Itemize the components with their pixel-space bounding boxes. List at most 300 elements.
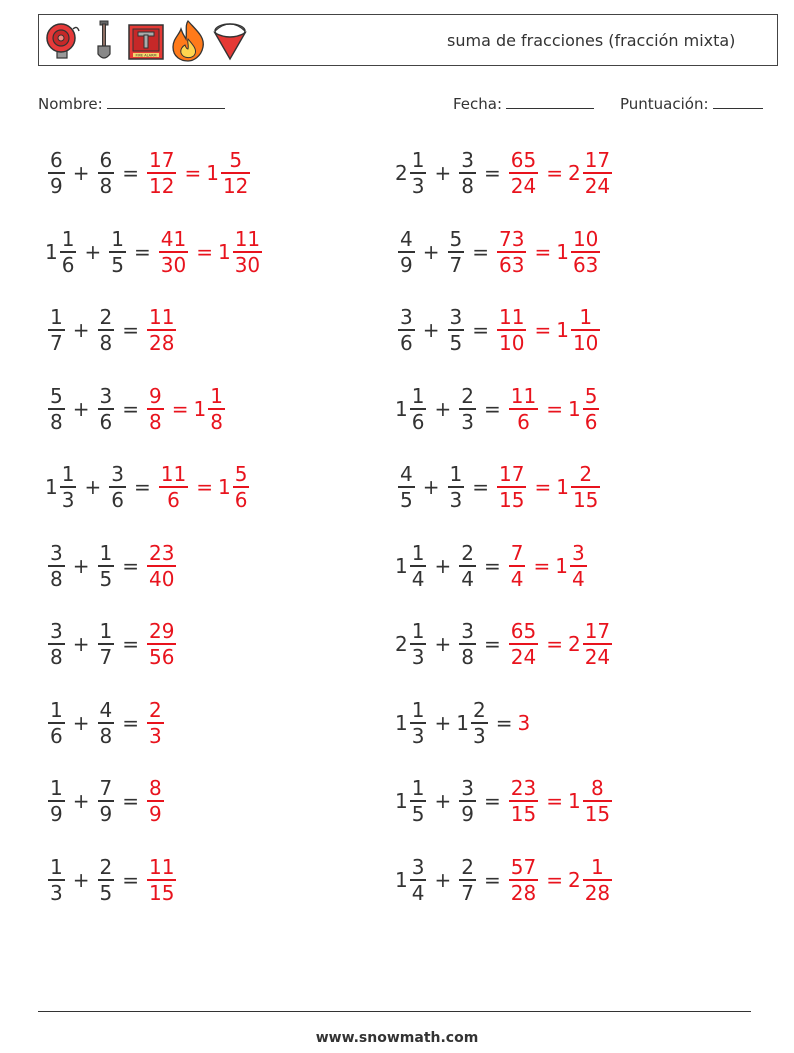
- addend-a-denominator: 3: [411, 723, 425, 748]
- plus-sign: +: [434, 789, 452, 813]
- equals-sign: =: [122, 710, 139, 735]
- mixed-result-fraction: [570, 541, 587, 591]
- improper-result-fraction: [147, 384, 164, 434]
- addend-a-fraction: [60, 227, 77, 277]
- equals-sign: =: [122, 161, 139, 185]
- mixed-result-numerator: 1: [210, 383, 223, 408]
- equals-sign: =: [472, 239, 489, 264]
- addend-b-numerator: 1: [449, 462, 463, 486]
- fire-bucket-icon: [211, 19, 249, 63]
- addend-a-denominator: 3: [411, 174, 425, 198]
- addend-b-denominator: 8: [461, 645, 474, 669]
- improper-result-denominator: 10: [499, 331, 525, 355]
- addend-b-denominator: 5: [449, 331, 463, 355]
- improper-result-fraction: [497, 462, 526, 512]
- improper-result-denominator: 6: [517, 409, 530, 434]
- addend-b-denominator: 5: [111, 252, 124, 277]
- addend-b-numerator: 3: [449, 305, 463, 329]
- improper-result-numerator: 65: [510, 619, 537, 643]
- addend-b-numerator: 3: [461, 619, 474, 643]
- answer: [506, 148, 615, 198]
- addend-a-numerator: 1: [411, 148, 425, 172]
- mixed-result-whole: 1: [206, 161, 219, 185]
- addend-b-numerator: 4: [99, 697, 113, 722]
- score-blank-line[interactable]: [713, 94, 763, 109]
- mixed-result-numerator: 1: [591, 854, 604, 879]
- answer: [144, 148, 253, 198]
- answer: [156, 462, 253, 512]
- addend-a-denominator: 9: [400, 252, 413, 277]
- equals-sign: =: [546, 867, 563, 892]
- addend-a-fraction: [48, 148, 65, 198]
- problem-item: [45, 534, 179, 598]
- improper-result-denominator: 15: [499, 488, 525, 512]
- addend-b-denominator: 3: [461, 409, 474, 434]
- name-field: [38, 94, 225, 113]
- addend-b-denominator: 8: [461, 174, 474, 198]
- improper-result-denominator: 12: [149, 174, 175, 198]
- answer: [506, 619, 615, 669]
- mixed-result-denominator: 4: [571, 566, 585, 591]
- mixed-result-fraction: [571, 305, 600, 355]
- improper-result-numerator: 11: [149, 854, 175, 879]
- addend-b-whole: 1: [456, 710, 469, 735]
- mixed-result-numerator: 1: [579, 305, 593, 329]
- equals-sign: =: [133, 475, 151, 499]
- addend-b-denominator: 5: [99, 880, 113, 905]
- addend-b-fraction: [98, 148, 115, 198]
- addend-a-numerator: 1: [411, 776, 425, 800]
- equals-sign: =: [472, 475, 489, 499]
- addend-b-fraction: [98, 305, 115, 355]
- addend-b-fraction: [459, 855, 476, 905]
- addend-a-denominator: 8: [50, 566, 63, 591]
- improper-result-fraction: [147, 619, 176, 669]
- equals-sign: =: [546, 161, 563, 185]
- addend-a-fraction: [60, 462, 77, 512]
- addend-b-denominator: 6: [111, 488, 124, 512]
- improper-result-fraction: [509, 541, 526, 591]
- equals-sign: =: [122, 553, 139, 578]
- addend-b-fraction: [448, 305, 465, 355]
- addend-a-numerator: 1: [50, 697, 63, 722]
- plus-sign: +: [434, 553, 452, 578]
- addend-b-denominator: 7: [99, 645, 113, 669]
- addend-a-denominator: 9: [50, 174, 63, 198]
- equals-sign: =: [533, 553, 551, 578]
- addend-a-numerator: 1: [50, 776, 63, 800]
- addend-a-fraction: [48, 541, 65, 591]
- answer: [144, 305, 179, 355]
- addend-b-numerator: 3: [461, 148, 474, 172]
- addend-b-fraction: [459, 776, 476, 826]
- addend-b-fraction: [98, 541, 115, 591]
- equals-sign: =: [483, 867, 501, 892]
- addend-a-numerator: 1: [411, 540, 425, 565]
- footer-divider: [38, 1011, 751, 1012]
- equals-sign: =: [534, 239, 552, 264]
- improper-result-denominator: 15: [149, 880, 175, 905]
- improper-result-numerator: 23: [149, 540, 175, 565]
- improper-result-numerator: 57: [510, 854, 537, 879]
- date-blank-line[interactable]: [506, 94, 594, 109]
- mixed-result-denominator: 12: [222, 174, 249, 198]
- mixed-result-fraction: [233, 462, 250, 512]
- answer: [144, 698, 167, 748]
- addend-a-numerator: 5: [50, 383, 63, 408]
- plus-sign: +: [84, 475, 102, 499]
- addend-a-numerator: 4: [400, 462, 413, 486]
- mixed-result-fraction: [233, 227, 262, 277]
- mixed-result-denominator: 6: [234, 488, 248, 512]
- improper-result-denominator: 24: [510, 645, 537, 669]
- addend-a-fraction: [48, 305, 65, 355]
- name-blank-line[interactable]: [107, 94, 225, 109]
- addend-a-denominator: 4: [411, 566, 425, 591]
- addend-a-fraction: [410, 384, 427, 434]
- plus-sign: +: [422, 239, 440, 264]
- problem-item: [395, 848, 615, 912]
- mixed-result-whole: 2: [567, 632, 581, 656]
- equals-sign: =: [546, 789, 563, 813]
- addend-a-numerator: 6: [50, 148, 63, 172]
- addend-a-denominator: 6: [50, 723, 63, 748]
- addend-b-denominator: 3: [449, 488, 463, 512]
- addend-a-whole: 1: [395, 867, 408, 892]
- mixed-result-numerator: 17: [584, 619, 611, 643]
- mixed-result-fraction: [583, 776, 612, 826]
- addend-b-fraction: [459, 619, 476, 669]
- addend-a-numerator: 3: [411, 854, 425, 879]
- addend-b-fraction: [448, 227, 465, 277]
- improper-result-denominator: 63: [499, 252, 525, 277]
- equals-sign: =: [122, 867, 139, 892]
- answer: [517, 711, 529, 735]
- mixed-result-whole: 1: [555, 553, 568, 578]
- addend-b-fraction: [471, 698, 488, 748]
- improper-result-fraction: [147, 305, 176, 355]
- addend-b-denominator: 8: [99, 331, 113, 355]
- plus-sign: +: [434, 710, 452, 735]
- plus-sign: +: [434, 161, 452, 185]
- problem-item: [45, 377, 228, 441]
- problem-item: [45, 298, 179, 362]
- equals-sign: =: [483, 553, 501, 578]
- problem-item: [395, 141, 615, 205]
- addend-a-fraction: [398, 227, 415, 277]
- addend-a-numerator: 3: [400, 305, 413, 329]
- addend-a-whole: 1: [395, 396, 408, 421]
- equals-sign: =: [483, 161, 501, 185]
- equals-sign: =: [546, 632, 563, 656]
- addend-b-numerator: 2: [99, 305, 113, 329]
- equals-sign: =: [534, 475, 552, 499]
- addend-b-denominator: 5: [99, 566, 113, 591]
- problem-item: [395, 455, 603, 519]
- addend-a-fraction: [398, 305, 415, 355]
- addend-a-denominator: 5: [400, 488, 413, 512]
- problem-item: [395, 534, 590, 598]
- addend-a-fraction: [48, 776, 65, 826]
- equals-sign: =: [483, 396, 501, 421]
- improper-result-fraction: [509, 384, 538, 434]
- fire-icon: [169, 19, 207, 63]
- plus-sign: +: [434, 396, 452, 421]
- plus-sign: +: [72, 318, 90, 342]
- mixed-result-whole: 1: [217, 475, 231, 499]
- addend-b-fraction: [98, 384, 115, 434]
- equals-sign: =: [184, 161, 202, 185]
- improper-result-numerator: 7: [510, 540, 524, 565]
- addend-a-denominator: 3: [61, 488, 75, 512]
- addend-a-numerator: 1: [50, 305, 63, 329]
- addend-b-numerator: 7: [99, 776, 113, 800]
- equals-sign: =: [495, 710, 513, 735]
- problem-item: [45, 455, 252, 519]
- addend-b-numerator: 1: [99, 540, 113, 565]
- mixed-result-denominator: 6: [584, 409, 598, 434]
- problem-item: [395, 220, 603, 284]
- plus-sign: +: [434, 632, 452, 656]
- improper-result-numerator: 29: [149, 619, 175, 643]
- addend-a-whole: 2: [395, 161, 408, 185]
- problem-item: [395, 377, 602, 441]
- mixed-result-whole: 1: [556, 239, 569, 264]
- addend-b-numerator: 5: [449, 226, 463, 251]
- improper-result-denominator: 9: [149, 802, 162, 826]
- mixed-result-numerator: 10: [572, 226, 599, 251]
- plus-sign: +: [72, 710, 90, 735]
- addend-b-numerator: 2: [99, 854, 113, 879]
- mixed-result-denominator: 28: [584, 880, 611, 905]
- improper-result-fraction: [147, 855, 176, 905]
- addend-a-numerator: 1: [61, 462, 75, 486]
- answer: [144, 384, 228, 434]
- plus-sign: +: [72, 789, 90, 813]
- mixed-result-denominator: 15: [584, 802, 611, 826]
- mixed-result-whole: 1: [556, 318, 569, 342]
- addend-a-fraction: [410, 619, 427, 669]
- equals-sign: =: [472, 318, 489, 342]
- equals-sign: =: [133, 239, 151, 264]
- improper-result-denominator: 3: [149, 723, 162, 748]
- addend-b-denominator: 8: [99, 174, 113, 198]
- addend-a-fraction: [48, 855, 65, 905]
- plus-sign: +: [72, 553, 90, 578]
- answer: [506, 541, 590, 591]
- equals-sign: =: [122, 396, 139, 421]
- addend-b-denominator: 9: [99, 802, 113, 826]
- improper-result-fraction: [509, 776, 538, 826]
- addend-b-fraction: [448, 462, 465, 512]
- addend-a-denominator: 4: [411, 880, 425, 905]
- mixed-result-whole: 1: [567, 789, 581, 813]
- worksheet-header: [38, 14, 778, 66]
- improper-result-denominator: 30: [160, 252, 187, 277]
- addend-b-numerator: 2: [472, 697, 486, 722]
- addend-b-numerator: 6: [99, 148, 113, 172]
- mixed-result-fraction: [571, 462, 600, 512]
- date-label: Fecha:: [453, 95, 503, 113]
- problem-item: [45, 141, 253, 205]
- improper-result-denominator: 15: [510, 802, 537, 826]
- mixed-result-fraction: [221, 148, 250, 198]
- date-field: [453, 94, 594, 113]
- mixed-result-denominator: 24: [584, 645, 611, 669]
- addend-b-fraction: [98, 855, 115, 905]
- addend-b-fraction: [98, 619, 115, 669]
- addend-b-numerator: 2: [461, 854, 474, 879]
- addend-b-denominator: 6: [99, 409, 113, 434]
- addend-b-fraction: [109, 227, 126, 277]
- problem-item: [45, 769, 167, 833]
- mixed-result-whole: 2: [567, 867, 581, 892]
- score-field: [620, 94, 763, 113]
- problem-item: [45, 220, 265, 284]
- addend-a-fraction: [48, 384, 65, 434]
- name-label: Nombre:: [38, 95, 103, 113]
- shovel-icon: [85, 19, 123, 63]
- addend-a-fraction: [48, 619, 65, 669]
- plus-sign: +: [422, 318, 440, 342]
- addend-b-denominator: 4: [461, 566, 474, 591]
- problem-item: [395, 769, 615, 833]
- addend-a-denominator: 3: [411, 645, 425, 669]
- mixed-result-fraction: [208, 384, 225, 434]
- addend-a-numerator: 3: [50, 540, 63, 565]
- improper-result-numerator: 11: [149, 305, 175, 329]
- fire-alarm-box-icon: [127, 19, 165, 63]
- improper-result-numerator: 65: [510, 148, 537, 172]
- fire-alarm-label: FIRE ALARM: [135, 53, 157, 58]
- equals-sign: =: [534, 318, 552, 342]
- addend-b-numerator: 3: [111, 462, 124, 486]
- alarm-bell-icon: [43, 19, 81, 63]
- mixed-result-denominator: 15: [572, 488, 599, 512]
- mixed-result-fraction: [583, 619, 612, 669]
- equals-sign: =: [546, 396, 563, 421]
- problem-item: [395, 691, 529, 755]
- addend-a-numerator: 3: [50, 619, 63, 643]
- problem-item: [45, 848, 179, 912]
- addend-b-denominator: 8: [99, 723, 113, 748]
- addend-b-numerator: 3: [99, 383, 113, 408]
- plus-sign: +: [422, 475, 440, 499]
- header-icons: [43, 18, 249, 64]
- addend-a-denominator: 8: [50, 409, 63, 434]
- addend-a-numerator: 4: [400, 226, 413, 251]
- addend-a-whole: 1: [45, 239, 58, 264]
- improper-result-denominator: 6: [167, 488, 180, 512]
- equals-sign: =: [483, 632, 501, 656]
- equals-sign: =: [122, 789, 139, 813]
- mixed-result-whole: 2: [567, 161, 581, 185]
- problem-item: [45, 691, 167, 755]
- addend-a-numerator: 1: [61, 226, 75, 251]
- mixed-result-whole: 1: [217, 239, 231, 264]
- improper-result-denominator: 4: [510, 566, 524, 591]
- addend-a-denominator: 7: [50, 331, 63, 355]
- worksheet-title: suma de fracciones (fracción mixta): [447, 31, 736, 50]
- improper-result-denominator: 8: [149, 409, 162, 434]
- mixed-result-denominator: 30: [234, 252, 261, 277]
- mixed-result-fraction: [583, 855, 612, 905]
- improper-result-denominator: 28: [149, 331, 175, 355]
- improper-result-numerator: 11: [499, 305, 525, 329]
- improper-result-fraction: [147, 541, 176, 591]
- footer-url: www.snowmath.com: [315, 1030, 479, 1046]
- plus-sign: +: [72, 396, 90, 421]
- addend-b-denominator: 9: [461, 802, 474, 826]
- addend-a-fraction: [410, 855, 427, 905]
- answer: [144, 855, 179, 905]
- addend-a-denominator: 6: [411, 409, 425, 434]
- addend-a-denominator: 9: [50, 802, 63, 826]
- mixed-result-whole: 1: [556, 475, 569, 499]
- addend-b-denominator: 7: [461, 880, 474, 905]
- addend-a-fraction: [410, 698, 427, 748]
- improper-result-fraction: [509, 855, 538, 905]
- addend-a-numerator: 1: [50, 854, 63, 879]
- addend-a-denominator: 6: [400, 331, 413, 355]
- addend-b-fraction: [98, 776, 115, 826]
- mixed-result-denominator: 63: [572, 252, 599, 277]
- mixed-result-denominator: 24: [584, 174, 611, 198]
- improper-result-denominator: 40: [149, 566, 175, 591]
- addend-a-denominator: 6: [61, 252, 75, 277]
- mixed-result-numerator: 17: [584, 148, 611, 172]
- improper-result-numerator: 8: [149, 776, 162, 800]
- answer: [144, 776, 167, 826]
- mixed-result-denominator: 8: [210, 409, 223, 434]
- answer: [494, 227, 603, 277]
- addend-a-fraction: [398, 462, 415, 512]
- answer: [506, 855, 615, 905]
- problem-item: [395, 298, 603, 362]
- addend-b-numerator: 3: [461, 776, 474, 800]
- improper-result-numerator: 9: [149, 383, 162, 408]
- improper-result-numerator: 73: [499, 226, 525, 251]
- plus-sign: +: [84, 239, 102, 264]
- addend-b-fraction: [459, 541, 476, 591]
- improper-result-fraction: [509, 619, 538, 669]
- improper-result-numerator: 11: [510, 383, 537, 408]
- addend-a-numerator: 1: [411, 619, 425, 643]
- addend-b-numerator: 1: [99, 619, 113, 643]
- addend-b-denominator: 3: [472, 723, 486, 748]
- equals-sign: =: [196, 239, 213, 264]
- improper-result-numerator: 17: [499, 462, 525, 486]
- addend-b-fraction: [109, 462, 126, 512]
- addend-b-numerator: 1: [111, 226, 124, 251]
- problem-item: [45, 612, 179, 676]
- answer: [506, 384, 603, 434]
- addend-a-whole: 1: [45, 475, 58, 499]
- addend-b-fraction: [459, 384, 476, 434]
- mixed-result-numerator: 2: [579, 462, 593, 486]
- improper-result-fraction: [159, 462, 188, 512]
- improper-result-denominator: 28: [510, 880, 537, 905]
- improper-result-fraction: [509, 148, 538, 198]
- addend-b-numerator: 2: [461, 540, 474, 565]
- improper-result-denominator: 56: [149, 645, 175, 669]
- improper-result-fraction: [147, 776, 164, 826]
- addend-b-numerator: 2: [461, 383, 474, 408]
- improper-result-fraction: [147, 698, 164, 748]
- plus-sign: +: [72, 161, 90, 185]
- addend-a-fraction: [410, 776, 427, 826]
- addend-a-fraction: [48, 698, 65, 748]
